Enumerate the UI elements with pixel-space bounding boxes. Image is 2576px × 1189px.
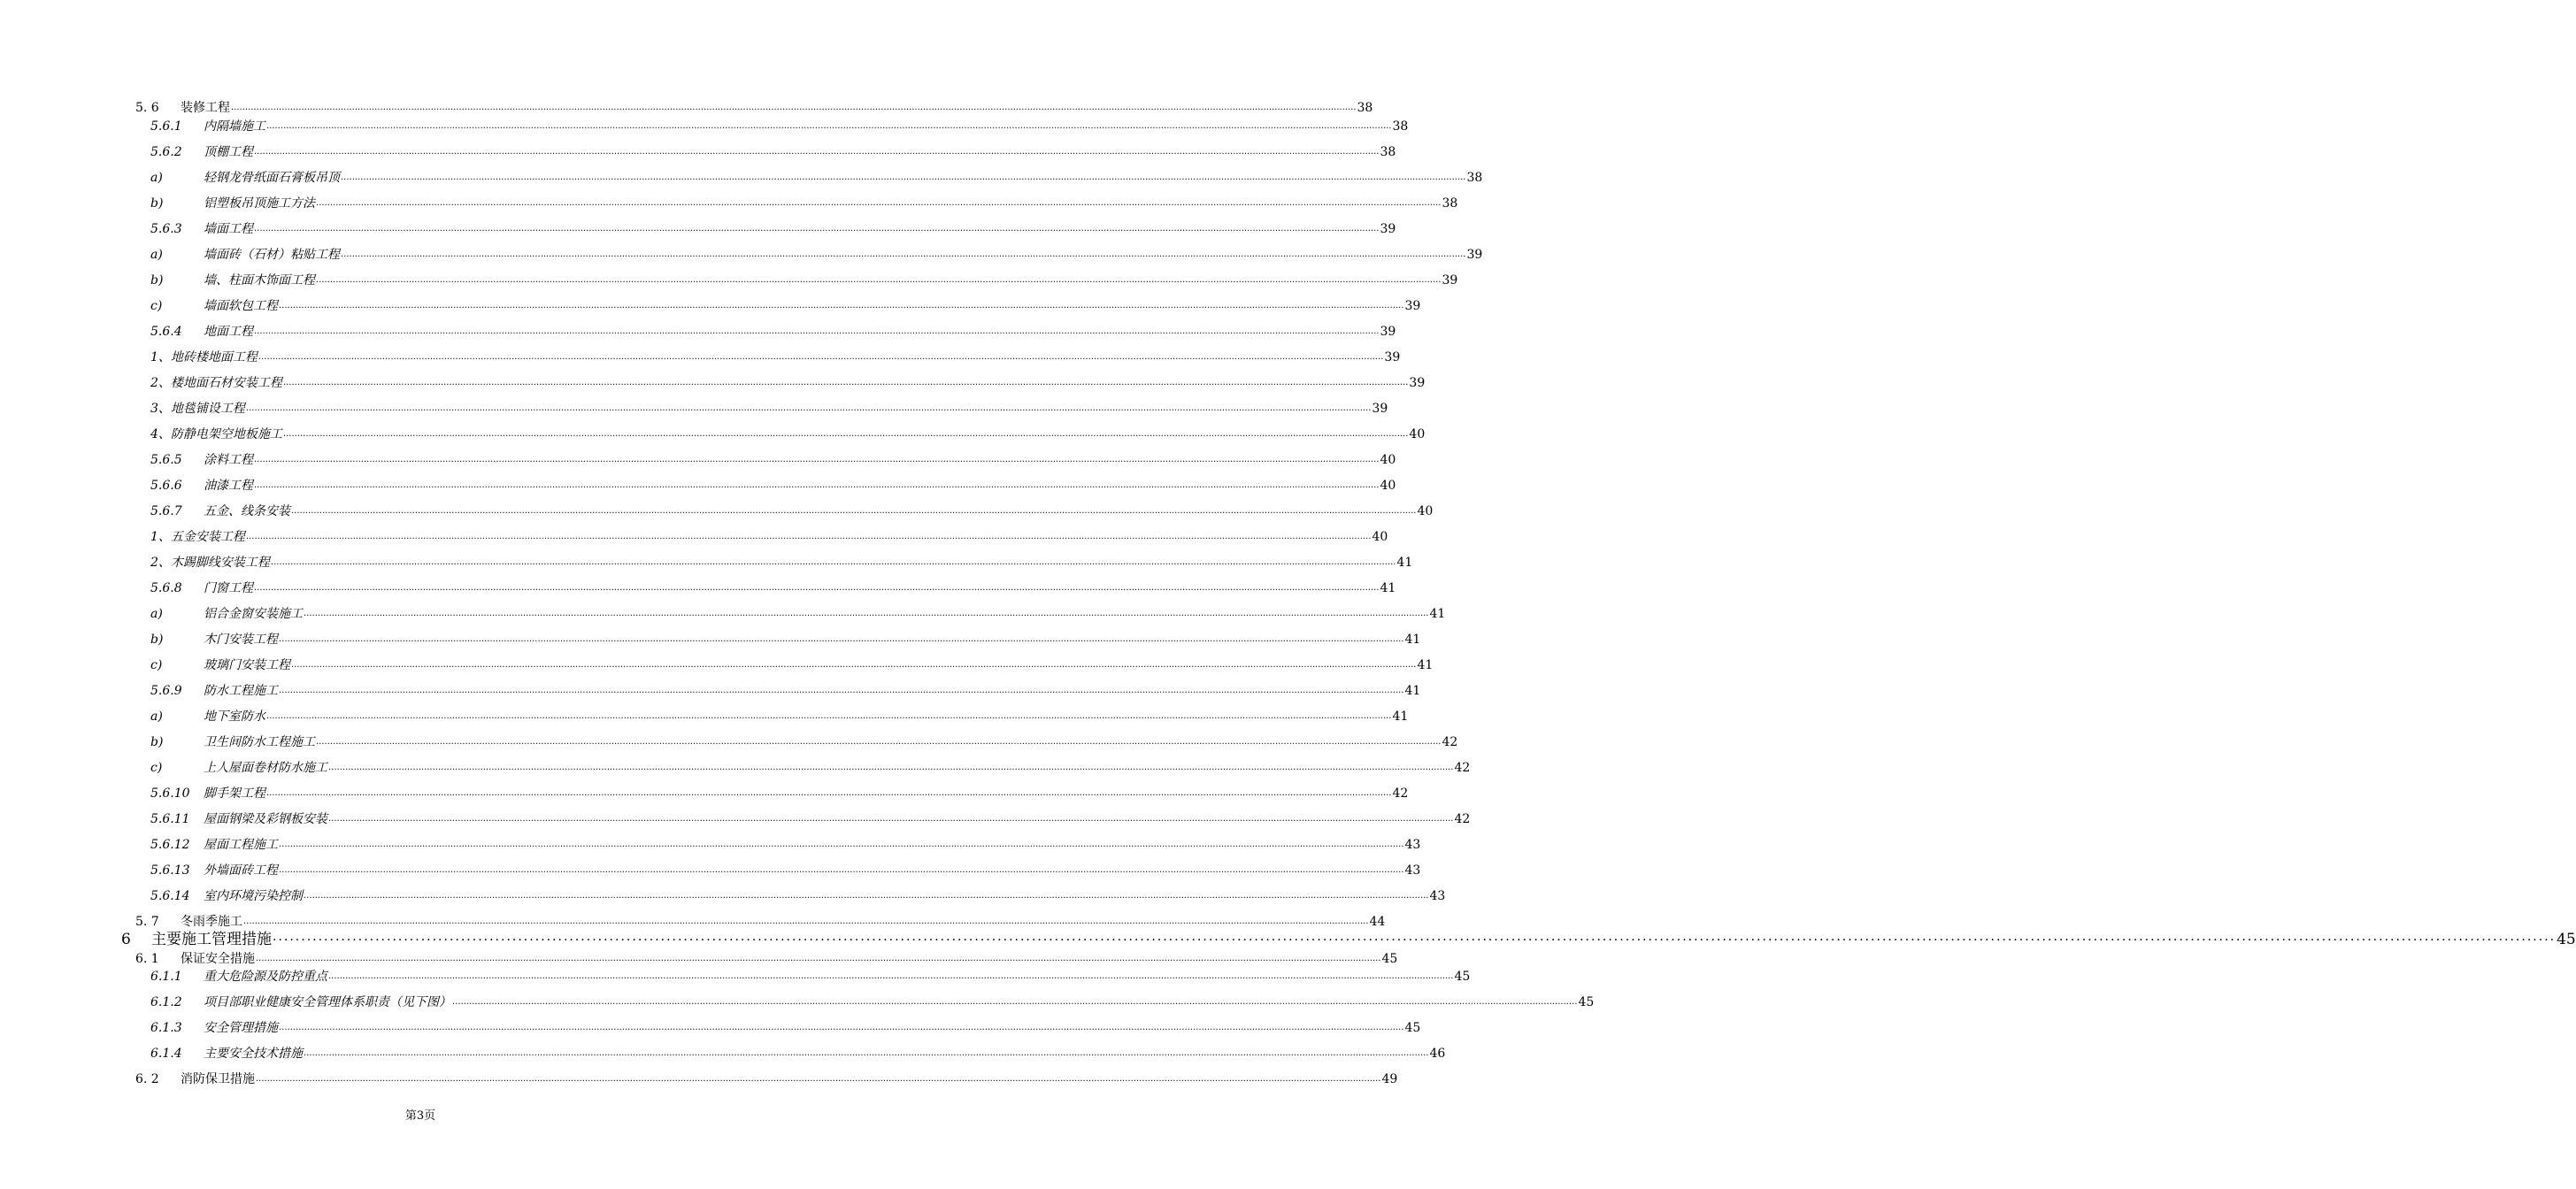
- dot-leader: ................................................................................................................................................................................................................................................................................................................................................................................................................: [254, 480, 1380, 490]
- toc-entry[interactable]: [150, 247, 1483, 263]
- toc-entry[interactable]: [150, 683, 1421, 699]
- toc-entry[interactable]: [150, 1020, 1421, 1036]
- toc-entry-title: 涂料工程: [204, 453, 253, 467]
- toc-entry[interactable]: [150, 426, 1426, 442]
- dot-leader: ................................................................................................................................................................................................................................................................................................................................................................................................................: [279, 865, 1404, 875]
- toc-entry-page-number: 38: [1442, 196, 1458, 211]
- toc-entry-number: 5.6.7: [150, 504, 182, 518]
- toc-entry-title: 玻璃门安装工程: [204, 658, 290, 672]
- toc-entry-title: 外墙面砖工程: [204, 863, 278, 878]
- dot-leader: ................................................................................................................................................................................................................................................................................................................................................................................................................: [273, 930, 2557, 944]
- toc-entry-page-number: 41: [1429, 607, 1446, 621]
- toc-entry-title: 主要施工管理措施: [151, 931, 272, 948]
- toc-entry-title: 保证安全措施: [181, 952, 255, 966]
- toc-entry[interactable]: [150, 632, 1421, 648]
- toc-entry-title: 轻钢龙骨纸面石膏板吊顶: [204, 171, 340, 185]
- toc-entry-number: 5.6.1: [150, 119, 182, 134]
- toc-entry[interactable]: [150, 837, 1421, 853]
- dot-leader: ................................................................................................................................................................................................................................................................................................................................................................................................................: [254, 583, 1380, 593]
- toc-entry-page-number: 41: [1380, 581, 1396, 595]
- toc-entry-page-number: 40: [1380, 479, 1396, 493]
- toc-entry-page-number: 42: [1442, 735, 1458, 749]
- dot-leader: ................................................................................................................................................................................................................................................................................................................................................................................................................: [270, 557, 1396, 567]
- toc-entry-title: 铝塑板吊顶施工方法: [204, 196, 315, 211]
- toc-entry-title: 室内环境污染控制: [204, 889, 303, 903]
- toc-entry-number: b): [150, 735, 164, 749]
- toc-entry-title: 铝合金窗安装施工: [204, 607, 303, 621]
- toc-entry-number: 5.6.14: [150, 889, 190, 903]
- toc-entry-page-number: 39: [1409, 376, 1426, 390]
- toc-entry-number: 5.6.8: [150, 581, 182, 595]
- toc-entry-page-number: 45: [1404, 1021, 1421, 1035]
- toc-entry-page-number: 45: [1381, 952, 1398, 966]
- toc-entry-title: 4、防静电架空地板施工: [150, 427, 282, 441]
- toc-entry-title: 墙面砖（石材）粘贴工程: [204, 248, 340, 262]
- toc-entry-page-number: 38: [1357, 101, 1373, 115]
- toc-entry-title: 装修工程: [181, 101, 230, 115]
- toc-entry-number: b): [150, 196, 164, 211]
- toc-entry[interactable]: [150, 452, 1396, 468]
- toc-entry-number: c): [150, 761, 163, 775]
- toc-entry-title: 1、地砖楼地面工程: [150, 350, 258, 364]
- toc-entry[interactable]: [150, 786, 1409, 802]
- toc-entry[interactable]: [150, 734, 1458, 750]
- toc-entry-title: 上人屋面卷材防水施工: [204, 761, 327, 775]
- toc-entry-number: c): [150, 299, 163, 313]
- dot-leader: ................................................................................................................................................................................................................................................................................................................................................................................................................: [304, 1048, 1429, 1058]
- dot-leader: ................................................................................................................................................................................................................................................................................................................................................................................................................: [245, 403, 1372, 413]
- toc-entry-page-number: 40: [1372, 530, 1388, 544]
- toc-entry-number: 6.1.3: [150, 1021, 182, 1035]
- dot-leader: ................................................................................................................................................................................................................................................................................................................................................................................................................: [304, 609, 1429, 618]
- dot-leader: ................................................................................................................................................................................................................................................................................................................................................................................................................: [316, 198, 1442, 208]
- dot-leader: ................................................................................................................................................................................................................................................................................................................................................................................................................: [279, 686, 1404, 695]
- toc-entry-title: 墙、柱面木饰面工程: [204, 273, 315, 288]
- toc-entry-title: 屋面工程施工: [204, 838, 278, 852]
- toc-entry[interactable]: [150, 994, 1595, 1010]
- toc-entry-number: 6. 1: [135, 952, 159, 966]
- toc-entry[interactable]: [150, 606, 1446, 622]
- toc-entry-number: 6: [121, 931, 131, 948]
- toc-entry-page-number: 38: [1380, 145, 1396, 159]
- toc-entry[interactable]: [150, 375, 1426, 391]
- toc-entry-page-number: 41: [1396, 556, 1413, 570]
- toc-entry-title: 2、木踢脚线安装工程: [150, 556, 270, 570]
- toc-entry-title: 2、楼地面石材安装工程: [150, 376, 282, 390]
- toc-entry-page-number: 49: [1381, 1072, 1398, 1086]
- toc-entry-page-number: 39: [1466, 248, 1483, 262]
- toc-entry-page-number: 38: [1392, 119, 1409, 134]
- toc-entry-number: 5.6.9: [150, 684, 182, 698]
- toc-entry-number: c): [150, 658, 163, 672]
- toc-entry-page-number: 43: [1404, 863, 1421, 878]
- toc-entry-page-number: 39: [1372, 402, 1388, 416]
- toc-entry-page-number: 41: [1417, 658, 1434, 672]
- toc-entry[interactable]: [121, 930, 2576, 948]
- dot-leader: ................................................................................................................................................................................................................................................................................................................................................................................................................: [256, 954, 1381, 963]
- toc-entry-number: 5.6.2: [150, 145, 182, 159]
- toc-entry[interactable]: [150, 170, 1483, 186]
- toc-entry-title: 脚手架工程: [204, 786, 265, 801]
- toc-entry-number: 5.6.5: [150, 453, 182, 467]
- dot-leader: ................................................................................................................................................................................................................................................................................................................................................................................................................: [316, 737, 1442, 747]
- toc-entry[interactable]: [150, 298, 1421, 314]
- toc-entry-number: a): [150, 171, 163, 185]
- toc-entry[interactable]: [150, 657, 1434, 673]
- toc-entry-title: 内隔墙施工: [204, 119, 265, 134]
- dot-leader: ................................................................................................................................................................................................................................................................................................................................................................................................................: [254, 326, 1380, 336]
- toc-entry-title: 防水工程施工: [204, 684, 278, 698]
- toc-entry-title: 五金、线条安装: [204, 504, 290, 518]
- toc-entry-page-number: 42: [1392, 786, 1409, 801]
- toc-entry[interactable]: [150, 349, 1401, 365]
- toc-entry-page-number: 40: [1409, 427, 1426, 441]
- toc-entry-title: 屋面钢梁及彩钢板安装: [204, 812, 327, 826]
- page-footer: 第3页: [404, 1109, 436, 1123]
- toc-entry-page-number: 42: [1454, 761, 1471, 775]
- toc-entry-number: 5.6.6: [150, 479, 182, 493]
- dot-leader: ................................................................................................................................................................................................................................................................................................................................................................................................................: [254, 455, 1380, 464]
- toc-entry-number: 6.1.4: [150, 1047, 182, 1061]
- toc-entry[interactable]: [150, 401, 1388, 417]
- toc-entry[interactable]: [150, 969, 1471, 985]
- toc-entry-title: 地面工程: [204, 325, 253, 339]
- dot-leader: ................................................................................................................................................................................................................................................................................................................................................................................................................: [279, 1023, 1404, 1032]
- toc-entry-title: 冬雨季施工: [181, 915, 242, 929]
- toc-entry-number: 5.6.11: [150, 812, 190, 826]
- toc-entry[interactable]: [150, 811, 1471, 827]
- toc-entry-title: 卫生间防水工程施工: [204, 735, 315, 749]
- toc-entry-number: 6.1.2: [150, 995, 182, 1009]
- toc-entry[interactable]: [150, 272, 1458, 288]
- toc-entry-page-number: 39: [1442, 273, 1458, 288]
- dot-leader: ................................................................................................................................................................................................................................................................................................................................................................................................................: [245, 532, 1372, 541]
- toc-entry[interactable]: [150, 119, 1409, 134]
- toc-entry-page-number: 41: [1404, 633, 1421, 647]
- toc-entry-page-number: 39: [1380, 325, 1396, 339]
- dot-leader: ................................................................................................................................................................................................................................................................................................................................................................................................................: [291, 660, 1417, 670]
- dot-leader: ................................................................................................................................................................................................................................................................................................................................................................................................................: [266, 711, 1392, 721]
- toc-entry-number: 5.6.13: [150, 863, 190, 878]
- toc-entry[interactable]: [135, 1071, 1398, 1087]
- toc-entry[interactable]: [150, 144, 1396, 160]
- toc-entry[interactable]: [150, 580, 1396, 596]
- dot-leader: ................................................................................................................................................................................................................................................................................................................................................................................................................: [266, 788, 1392, 798]
- toc-entry-page-number: 42: [1454, 812, 1471, 826]
- dot-leader: ................................................................................................................................................................................................................................................................................................................................................................................................................: [328, 814, 1454, 824]
- toc-entry-page-number: 43: [1404, 838, 1421, 852]
- toc-entry-page-number: 45: [2557, 931, 2576, 948]
- dot-leader: ................................................................................................................................................................................................................................................................................................................................................................................................................: [243, 917, 1369, 926]
- toc-entry-title: 1、五金安装工程: [150, 530, 245, 544]
- dot-leader: ................................................................................................................................................................................................................................................................................................................................................................................................................: [291, 506, 1417, 516]
- dot-leader: ................................................................................................................................................................................................................................................................................................................................................................................................................: [304, 891, 1429, 901]
- toc-entry-title: 门窗工程: [204, 581, 253, 595]
- toc-entry-title: 项目部职业健康安全管理体系职责（见下图）: [204, 995, 451, 1009]
- toc-entry-page-number: 39: [1380, 222, 1396, 236]
- toc-entry-number: a): [150, 607, 163, 621]
- dot-leader: ................................................................................................................................................................................................................................................................................................................................................................................................................: [254, 147, 1380, 157]
- toc-entry-title: 墙面软包工程: [204, 299, 278, 313]
- toc-entry[interactable]: [135, 951, 1398, 967]
- toc-entry-page-number: 45: [1578, 995, 1595, 1009]
- toc-entry[interactable]: [135, 100, 1373, 116]
- toc-entry[interactable]: [150, 221, 1396, 237]
- dot-leader: ................................................................................................................................................................................................................................................................................................................................................................................................................: [279, 301, 1404, 311]
- toc-entry-title: 消防保卫措施: [181, 1072, 255, 1086]
- toc-entry-title: 重大危险源及防控重点: [204, 970, 327, 984]
- dot-leader: ................................................................................................................................................................................................................................................................................................................................................................................................................: [328, 763, 1454, 772]
- toc-entry[interactable]: [150, 503, 1434, 519]
- toc-entry-page-number: 43: [1429, 889, 1446, 903]
- toc-entry[interactable]: [150, 478, 1396, 494]
- toc-entry-number: 5. 7: [135, 915, 159, 929]
- dot-leader: ................................................................................................................................................................................................................................................................................................................................................................................................................: [452, 997, 1578, 1007]
- toc-entry-page-number: 41: [1404, 684, 1421, 698]
- dot-leader: ................................................................................................................................................................................................................................................................................................................................................................................................................: [279, 634, 1404, 644]
- dot-leader: ................................................................................................................................................................................................................................................................................................................................................................................................................: [341, 249, 1466, 259]
- toc-entry[interactable]: [150, 709, 1409, 725]
- dot-leader: ................................................................................................................................................................................................................................................................................................................................................................................................................: [328, 971, 1454, 981]
- toc-entry-page-number: 39: [1384, 350, 1401, 364]
- toc-entry-page-number: 46: [1429, 1047, 1446, 1061]
- dot-leader: ................................................................................................................................................................................................................................................................................................................................................................................................................: [282, 378, 1409, 387]
- toc-entry-number: b): [150, 633, 164, 647]
- toc-entry-title: 3、地毯铺设工程: [150, 402, 245, 416]
- toc-entry[interactable]: [150, 1046, 1446, 1062]
- toc-entry-number: a): [150, 248, 163, 262]
- toc-entry-title: 顶棚工程: [204, 145, 253, 159]
- dot-leader: ................................................................................................................................................................................................................................................................................................................................................................................................................: [316, 275, 1442, 285]
- toc-entry-page-number: 39: [1404, 299, 1421, 313]
- toc-entry-page-number: 40: [1417, 504, 1434, 518]
- toc-entry-page-number: 41: [1392, 710, 1409, 724]
- toc-entry-title: 油漆工程: [204, 479, 253, 493]
- toc-entry[interactable]: [135, 914, 1386, 930]
- dot-leader: ................................................................................................................................................................................................................................................................................................................................................................................................................: [341, 173, 1466, 182]
- toc-entry-number: b): [150, 273, 164, 288]
- toc-entry-title: 墙面工程: [204, 222, 253, 236]
- toc-entry[interactable]: [150, 760, 1471, 776]
- toc-entry[interactable]: [150, 324, 1396, 340]
- toc-entry-number: 5.6.10: [150, 786, 190, 801]
- toc-entry-number: 5.6.3: [150, 222, 182, 236]
- toc-entry-page-number: 45: [1454, 970, 1471, 984]
- toc-entry-number: 5.6.4: [150, 325, 182, 339]
- toc-entry-number: 6.1.1: [150, 970, 182, 984]
- toc-entry-number: 5.6.12: [150, 838, 190, 852]
- toc-entry[interactable]: [150, 888, 1446, 904]
- dot-leader: ................................................................................................................................................................................................................................................................................................................................................................................................................: [282, 429, 1409, 439]
- toc-entry-number: a): [150, 710, 163, 724]
- dot-leader: ................................................................................................................................................................................................................................................................................................................................................................................................................: [266, 121, 1392, 131]
- toc-entry-page-number: 40: [1380, 453, 1396, 467]
- dot-leader: ................................................................................................................................................................................................................................................................................................................................................................................................................: [254, 224, 1380, 234]
- toc-entry[interactable]: [150, 863, 1421, 878]
- toc-entry[interactable]: [150, 555, 1413, 571]
- toc-entry[interactable]: [150, 196, 1458, 211]
- dot-leader: ................................................................................................................................................................................................................................................................................................................................................................................................................: [231, 103, 1357, 112]
- toc-entry[interactable]: [150, 529, 1388, 545]
- toc-entry-title: 木门安装工程: [204, 633, 278, 647]
- dot-leader: ................................................................................................................................................................................................................................................................................................................................................................................................................: [256, 1074, 1381, 1084]
- toc-entry-number: 6. 2: [135, 1072, 159, 1086]
- toc-entry-page-number: 38: [1466, 171, 1483, 185]
- toc-entry-title: 地下室防水: [204, 710, 265, 724]
- toc-entry-title: 主要安全技术措施: [204, 1047, 303, 1061]
- toc-entry-title: 安全管理措施: [204, 1021, 278, 1035]
- toc-entry-number: 5. 6: [135, 101, 159, 115]
- dot-leader: ................................................................................................................................................................................................................................................................................................................................................................................................................: [258, 352, 1384, 362]
- dot-leader: ................................................................................................................................................................................................................................................................................................................................................................................................................: [279, 840, 1404, 849]
- toc-entry-page-number: 44: [1369, 915, 1386, 929]
